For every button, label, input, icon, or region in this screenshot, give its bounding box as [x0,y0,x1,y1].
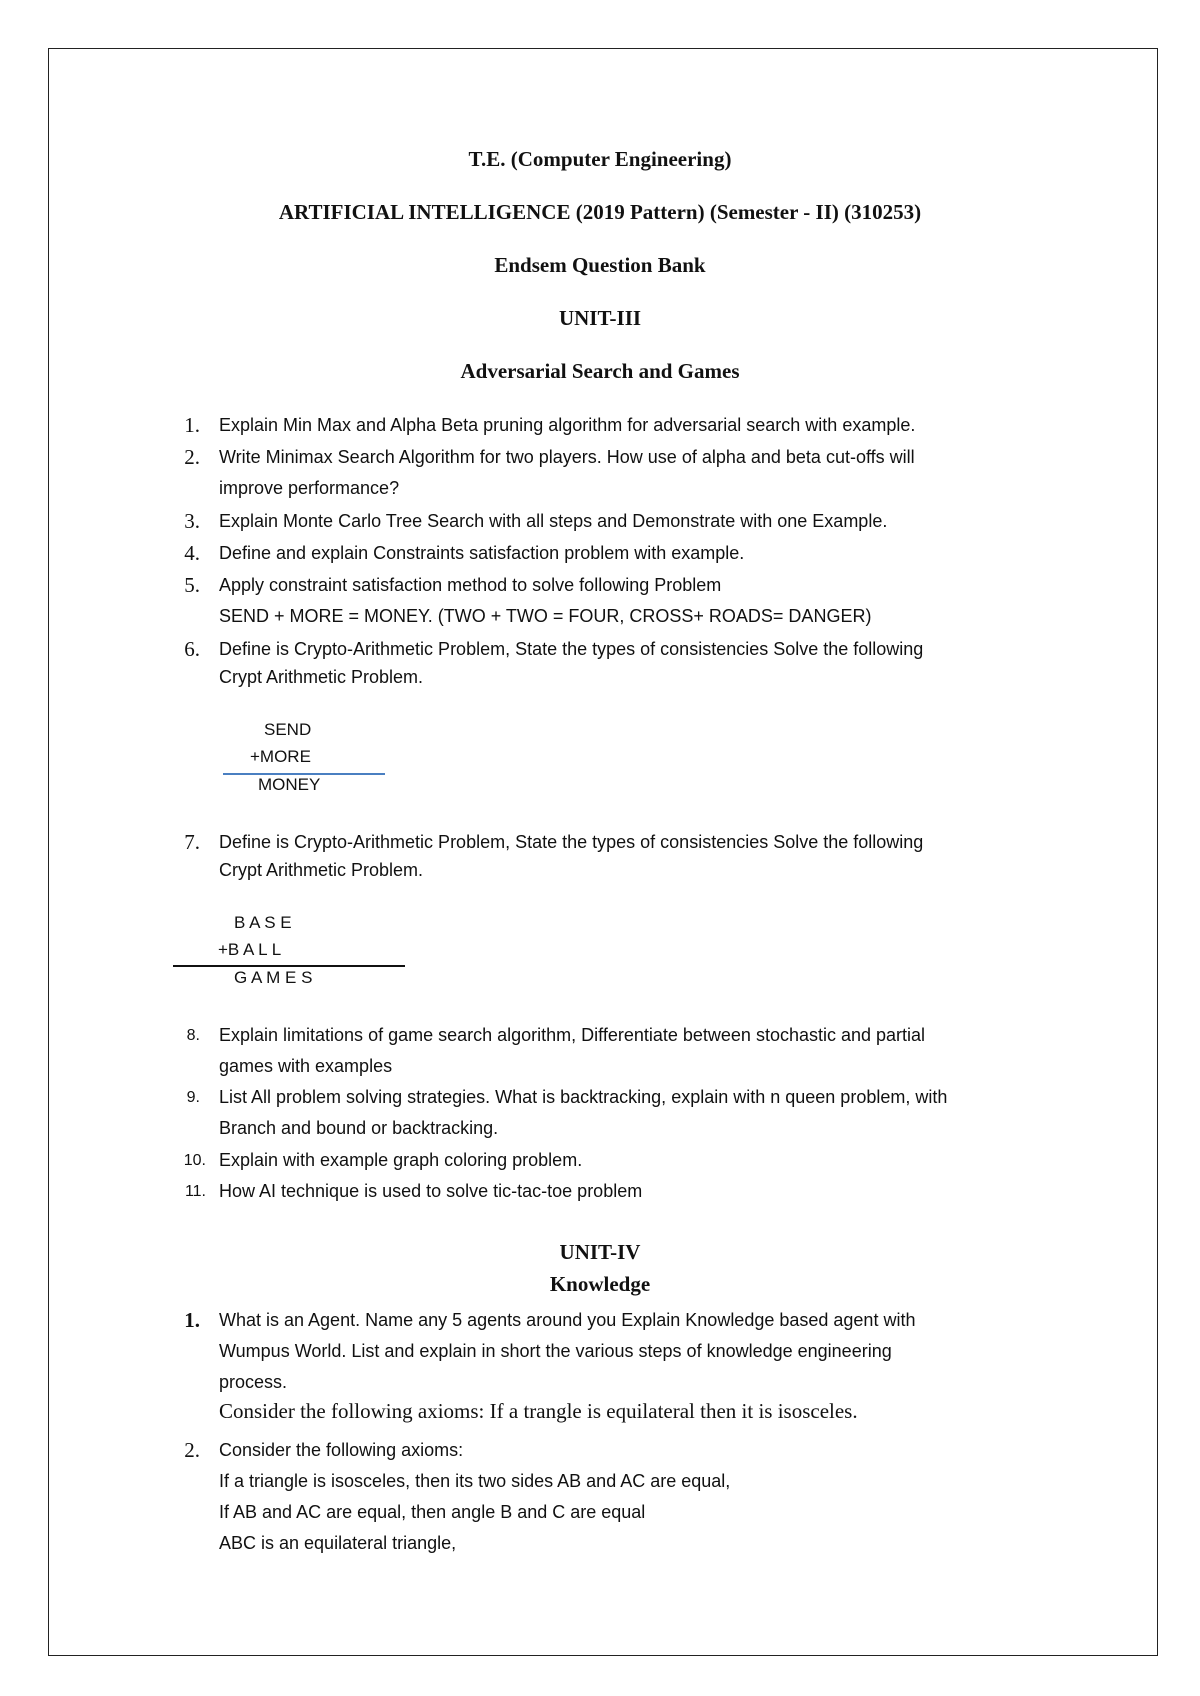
question-text: Explain Monte Carlo Tree Search with all steps and Demonstrate with one Example. [219,511,888,531]
question-text: What is an Agent. Name any 5 agents around you Explain Knowledge based agent with [219,1310,916,1330]
question-text: Apply constraint satisfaction method to solve following Problem [219,575,722,595]
question-number: 9. [186,1089,200,1106]
unit4-title: UNIT-IV [559,1240,641,1264]
question-text: List All problem solving strategies. What is backtracking, explain with n queen problem, with [219,1087,948,1107]
question-text: How AI technique is used to solve tic-tac-toe problem [219,1181,643,1201]
question-number: 2. [184,445,200,469]
question-number: 8. [186,1027,200,1044]
question-text: Explain with example graph coloring problem. [219,1150,583,1170]
question-text-extra: Consider the following axioms: If a trangle is equilateral then it is isosceles. [219,1399,858,1423]
sum-rule [173,965,405,967]
unit4-subtitle: Knowledge [549,1272,651,1296]
puzzle-row: +B A L L [218,940,282,959]
puzzle-row: B A S E [234,913,292,932]
question-text: Consider the following axioms: [219,1440,464,1460]
question-number: 3. [184,509,200,533]
question-text: If AB and AC are equal, then angle B and C are equal [219,1502,646,1522]
question-text: If a triangle is isosceles, then its two sides AB and AC are equal, [219,1471,731,1491]
question-number: 5. [184,573,200,597]
question-text: Write Minimax Search Algorithm for two players. How use of alpha and beta cut-offs will [219,447,915,467]
question-text: SEND + MORE = MONEY. (TWO + TWO = FOUR, CROSS+ ROADS= DANGER) [219,606,872,626]
question-text: Explain limitations of game search algorithm, Differentiate between stochastic and partial [219,1025,926,1045]
question-text: Crypt Arithmetic Problem. [219,860,424,880]
question-text: Wumpus World. List and explain in short the various steps of knowledge engineering [219,1341,892,1361]
question-text: Define is Crypto-Arithmetic Problem, State the types of consistencies Solve the following [219,832,924,852]
question-number: 4. [184,541,200,565]
question-text: improve performance? [219,478,400,498]
puzzle-row: MONEY [258,775,321,794]
question-text: Crypt Arithmetic Problem. [219,667,424,687]
question-text: ABC is an equilateral triangle, [219,1533,457,1553]
question-text: Define and explain Constraints satisfaction problem with example. [219,543,745,563]
question-number: 6. [184,637,200,661]
question-number: 2. [184,1438,200,1462]
question-text: games with examples [219,1056,393,1076]
puzzle-row: +MORE [250,747,311,766]
subject-title: ARTIFICIAL INTELLIGENCE (2019 Pattern) (Semester - II) (310253) [278,200,922,224]
question-text: Branch and bound or backtracking. [219,1118,499,1138]
question-bank-title: Endsem Question Bank [494,253,706,277]
question-number: 11. [184,1183,206,1200]
unit3-subtitle: Adversarial Search and Games [460,359,740,383]
unit3-title: UNIT-III [558,306,642,330]
question-number: 1. [184,1308,200,1332]
question-text: Define is Crypto-Arithmetic Problem, State the types of consistencies Solve the following [219,639,924,659]
puzzle-row: G A M E S [234,968,313,987]
question-number: 7. [184,830,200,854]
question-number: 10. [183,1152,206,1169]
question-number: 1. [184,413,200,437]
question-text: Explain Min Max and Alpha Beta pruning algorithm for adversarial search with example. [219,415,916,435]
question-text: process. [219,1372,288,1392]
course-title: T.E. (Computer Engineering) [468,147,732,171]
puzzle-row: SEND [264,720,312,739]
